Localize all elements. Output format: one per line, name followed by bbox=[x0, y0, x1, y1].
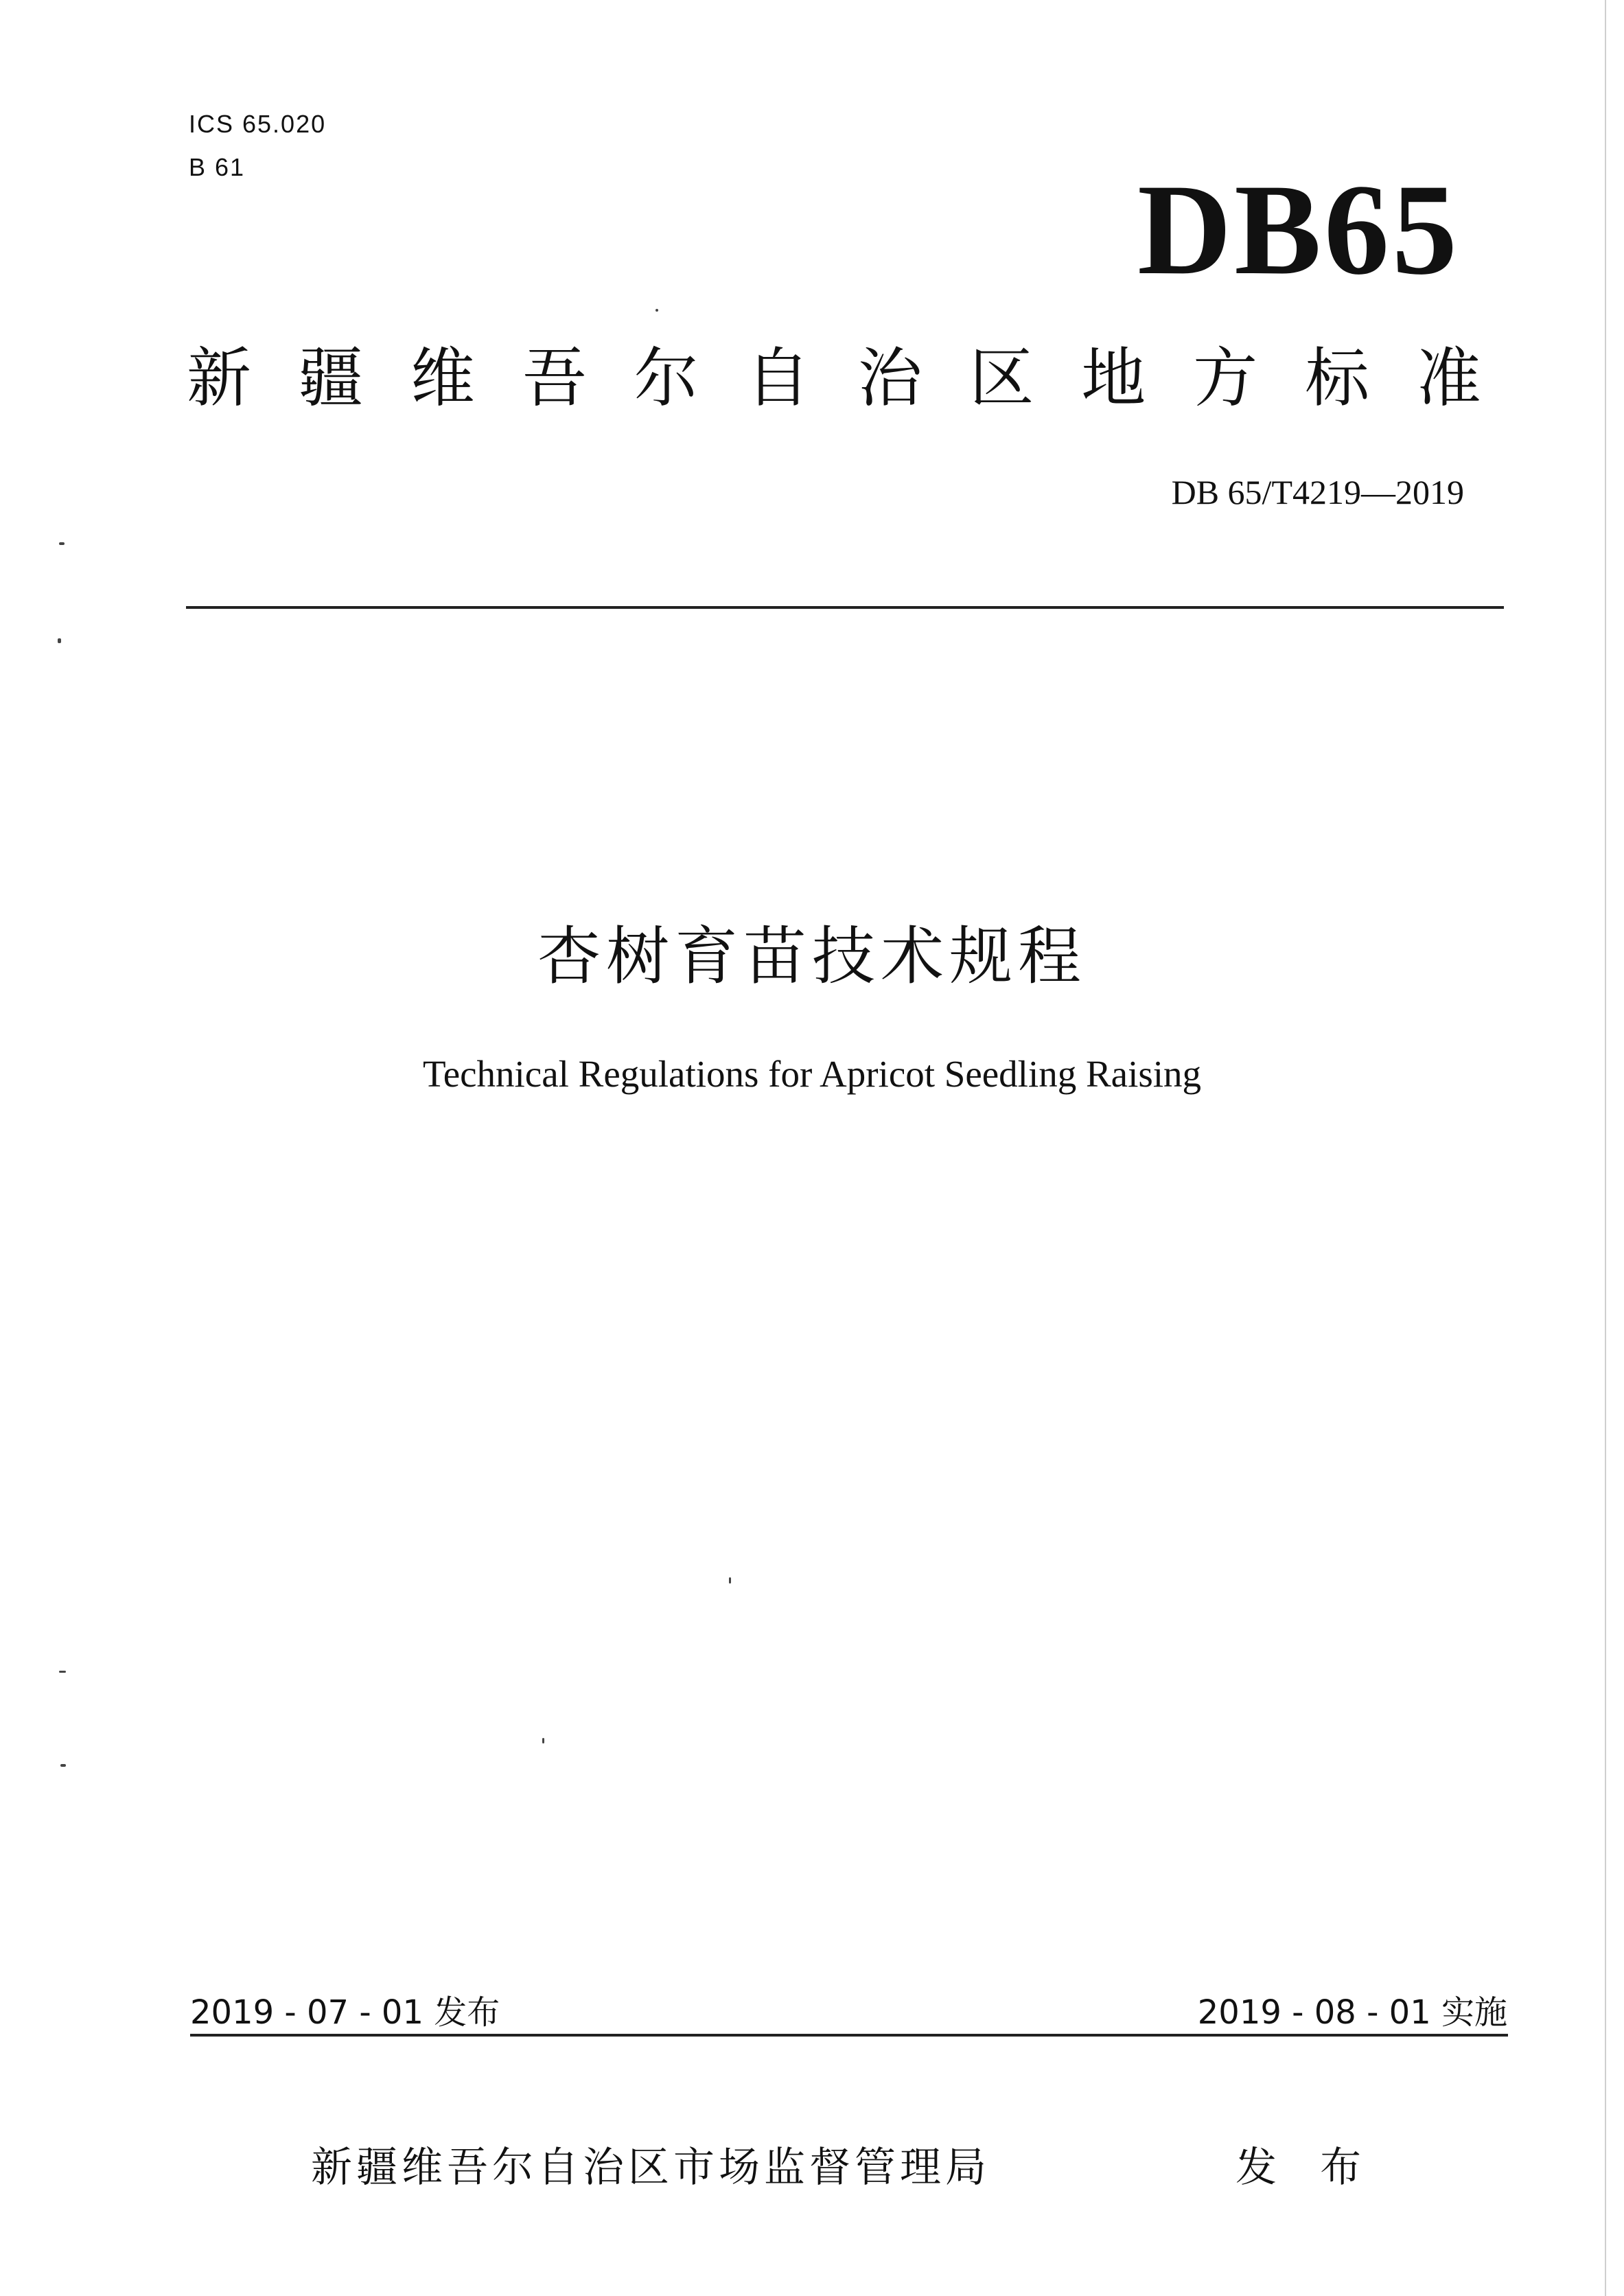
ccs-code: B 61 bbox=[189, 153, 246, 181]
standard-type-char: 尔 bbox=[634, 341, 699, 416]
top-divider bbox=[186, 606, 1504, 609]
standard-type-char: 区 bbox=[969, 341, 1034, 416]
standard-logo: DB65 bbox=[1137, 158, 1460, 302]
implementation-date: 2019 - 08 - 01 实施 bbox=[1197, 1993, 1507, 2032]
standard-number: DB 65/T4219—2019 bbox=[1171, 473, 1464, 511]
publish-label: 发 布 bbox=[1236, 2144, 1377, 2192]
standard-type-char: 维 bbox=[410, 341, 475, 416]
standard-type-char: 新 bbox=[187, 341, 252, 416]
standard-type-char: 治 bbox=[857, 341, 923, 416]
scan-speck bbox=[60, 1764, 66, 1767]
scan-speck bbox=[58, 638, 61, 643]
standard-type-char: 地 bbox=[1081, 341, 1146, 416]
title-chinese: 杏树育苗技术规程 bbox=[537, 920, 1087, 993]
standard-type-char: 吾 bbox=[522, 341, 587, 416]
standard-type-char: 方 bbox=[1193, 341, 1258, 416]
scan-speck bbox=[729, 1577, 731, 1584]
scan-speck bbox=[656, 309, 658, 312]
scan-speck bbox=[59, 1671, 66, 1673]
standard-type-char: 标 bbox=[1305, 341, 1370, 416]
bottom-divider bbox=[190, 2034, 1508, 2037]
standard-type-char: 疆 bbox=[298, 341, 363, 416]
standard-type-char: 自 bbox=[745, 341, 811, 416]
standard-type-heading bbox=[187, 340, 1481, 418]
issue-date: 2019 - 07 - 01 发布 bbox=[190, 1993, 500, 2032]
title-english: Technical Regulations for Apricot Seedling Raising bbox=[422, 1053, 1202, 1095]
scan-speck bbox=[542, 1738, 544, 1743]
scan-edge-line bbox=[1605, 0, 1606, 2296]
scan-speck bbox=[59, 542, 65, 545]
publisher-name: 新疆维吾尔自治区市场监督管理局 bbox=[311, 2144, 990, 2192]
standard-type-char: 准 bbox=[1416, 341, 1481, 416]
ics-code: ICS 65.020 bbox=[189, 110, 327, 138]
